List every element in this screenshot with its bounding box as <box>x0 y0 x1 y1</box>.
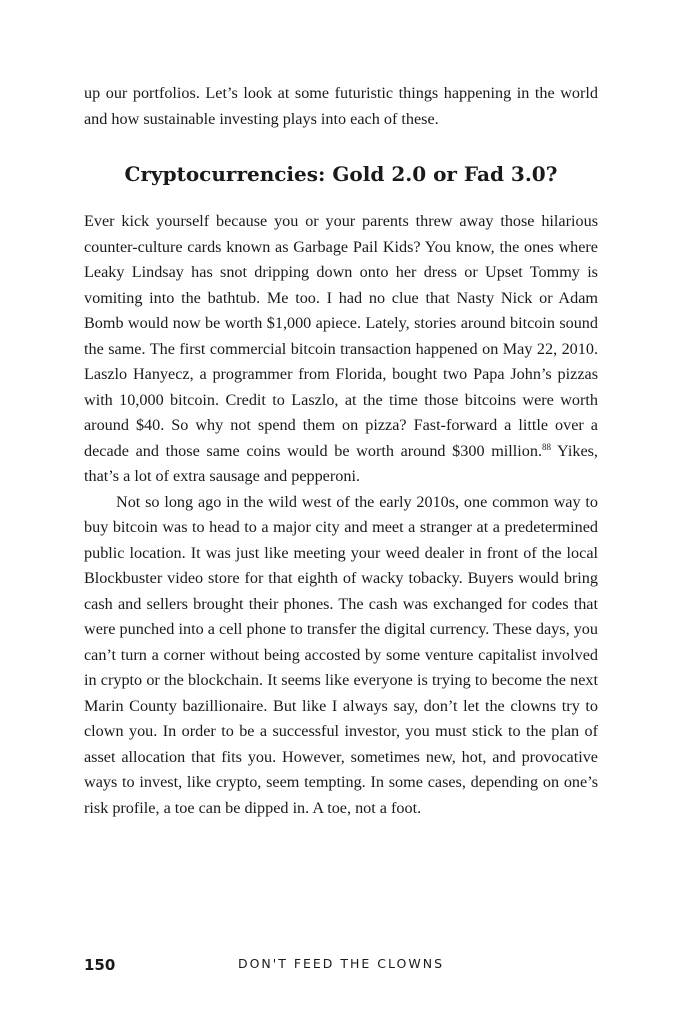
page-number: 150 <box>84 956 116 974</box>
paragraph-2: Not so long ago in the wild west of the early 2010s, one common way to buy bitcoin was to head to a major city and meet a stranger at a predetermined public location. It was just like meeting your weed dealer in front of the local Blockbuster video store for that eighth of wacky tobacky. Buyers would bring cash and sellers brought their phones. The cash was exchanged for codes that were punched into a cell phone to transfer the digital currency. These days, you can’t turn a corner without being accosted by some venture capitalist involved in crypto or the blockchain. It seems like everyone is trying to become the next Marin County bazillionaire. But like I always say, don’t let the clowns try to clown you. In order to be a successful investor, you must stick to the plan of asset allocation that fits you. However, sometimes new, hot, and provocative ways to invest, like crypto, seem tempting. In some cases, depending on one’s risk profile, a toe can be dipped in. A toe, not a foot. <box>84 492 598 817</box>
paragraph-1-text: Ever kick yourself because you or your parents threw away those hilarious counter-culture cards known as Garbage Pail Kids? You know, the ones where Leaky Lindsay has snot dripping down onto her dress or Upset Tommy is vomiting into the bathtub. Me too. I had no clue that Nasty Nick or Adam Bomb would now be worth $1,000 apiece. Lately, stories around bitcoin sound the same. The first commercial bitcoin transaction happened on May 22, 2010. Laszlo Hanyecz, a programmer from Florida, bought two Papa John’s pizzas with 10,000 bitcoin. Credit to Laszlo, at the time those bitcoins were worth around $40. So why not spend them on pizza? Fast-forward a little over a decade and those same coins would be worth around $300 million. <box>84 212 598 460</box>
running-title: DON'T FEED THE CLOWNS <box>237 956 445 971</box>
intro-paragraph: up our portfolios. Let’s look at some futuristic things happening in the world and how sustainable investing plays into each of these. <box>84 84 598 128</box>
page-footer <box>84 956 598 978</box>
paragraph-1-text-end: Yikes, that’s a lot of extra sausage and pepperoni. <box>84 441 598 485</box>
paragraph-1 <box>84 209 598 490</box>
footnote-reference: 88 <box>542 441 552 452</box>
section-heading: Cryptocurrencies: Gold 2.0 or Fad 3.0? <box>124 162 558 186</box>
body-text <box>84 209 598 821</box>
